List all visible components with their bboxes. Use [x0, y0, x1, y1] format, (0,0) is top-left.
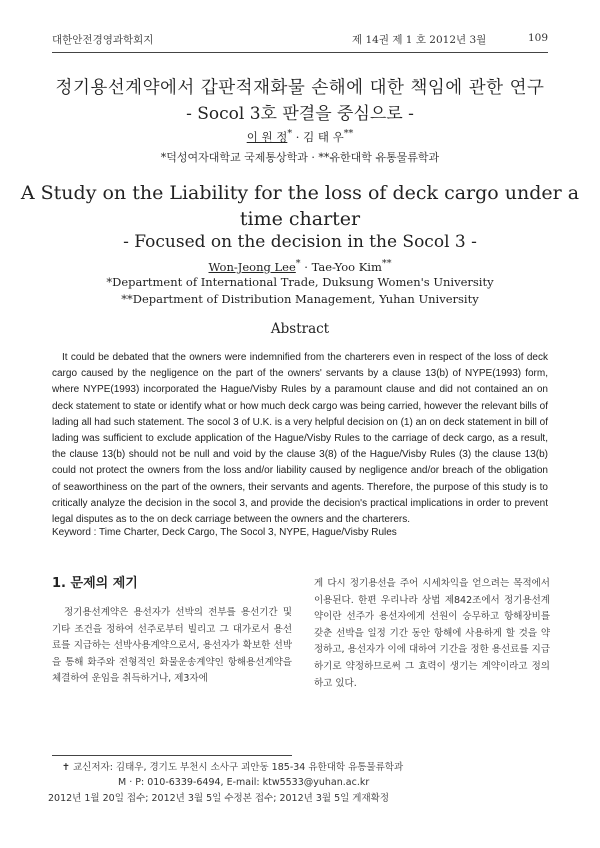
korean-author-second: 김 태 우	[303, 129, 344, 144]
korean-affiliations: *덕성여자대학교 국제통상학과 · **유한대학 유통물류학과	[160, 151, 440, 164]
english-authors	[0, 258, 600, 274]
english-title-line1: A Study on the Liability for the loss of deck cargo under a	[20, 182, 580, 204]
footnote-divider	[52, 755, 292, 756]
running-header	[52, 32, 548, 47]
issue-info: 제 14권 제 1 호 2012년 3월	[352, 34, 487, 46]
english-author-second: Tae-Yoo Kim	[311, 259, 382, 274]
korean-authors	[0, 128, 600, 145]
english-author-first: Won-Jeong Lee	[208, 259, 296, 274]
footnote-contact: M · P: 010-6339-6494, E-mail: ktw5533@yuhan.ac.kr	[118, 777, 370, 789]
keywords: Keyword : Time Charter, Deck Cargo, The Socol 3, NYPE, Hague/Visby Rules	[52, 527, 397, 538]
header-divider	[52, 52, 548, 53]
footnote	[48, 760, 560, 806]
english-author-second-mark: **	[381, 258, 392, 269]
english-author-separator: ·	[300, 259, 312, 274]
korean-title: 정기용선계약에서 갑판적재화물 손해에 대한 책임에 관한 연구	[55, 78, 545, 98]
right-column	[314, 576, 550, 692]
korean-author-separator: ·	[292, 129, 304, 144]
korean-author-first: 이 원 정	[246, 129, 288, 144]
body-paragraph-right: 게 다시 정기용선을 주어 시세차익을 얻으려는 목적에서 이용된다. 한편 우리나라 상법 제842조에서 정기용선계약이란 선주가 용선자에게 선원이 승무하고 항해장비를 갖춘 선박을 일정 기간 동안 항해에 사용하게 할 것을 약정하고, 용선자가 이에 대하여 기간을 정한 용선료를 지급하기로 약정하므로써 그 효력이 생기는 계약이라고 정의하고 있다.	[314, 578, 550, 689]
english-title	[0, 180, 600, 232]
footnote-correspondence: ✝ 교신저자: 김태우, 경기도 부천시 소사구 괴안동 185-34 유한대학 유통물류학과	[62, 762, 404, 773]
left-column	[52, 572, 292, 688]
page-number: 109	[527, 32, 548, 44]
footnote-dates: 2012년 1월 20일 접수; 2012년 3월 5일 수정본 접수; 2012년 3월 5일 게재확정	[48, 792, 390, 804]
english-author-first-mark: *	[295, 258, 301, 269]
abstract-body: It could be debated that the owners were indemnified from the charterers even in respect of the loss of deck cargo caused by the negligence on the part of the owners' servants by a clause 13(b) of NYPE(1993) form, where NYPE(1993) incorporated the Hague/Visby Rules by a paramount clause and did not contained an on deck statement to state or identify what or how much deck cargo was being carried, however the relevant bills of lading all had such statement. The socol 3 of U.K. is a very helpful decision on (1) an on deck statement in bill of lading was sufficient to exclude application of the Hague/Visby Rules to the carriage of deck cargo, as a result, the clause 13(b) should not be null and void by the clause 3(8) of the Hague/Visby Rules (3) the clause 13(b) could not protect the owners from the loss and/or liability caused by negligence and/or breach of the obligation of seaworthiness on the part of the owners, their servants and agents. Therefore, the purpose of this study is to critically analyze the decision in the socol 3, and provide the decision's practical implications in order to prevent legal disputes as to the on deck carriage between the owners and the charterers.	[52, 352, 548, 526]
korean-author-first-mark: *	[287, 128, 293, 139]
journal-name: 대한안전경영과학회지	[52, 34, 154, 46]
abstract-heading: Abstract	[270, 321, 330, 337]
body-paragraph-left: 정기용선계약은 용선자가 선박의 전부를 용선기간 및 기타 조건을 정하여 선주로부터 빌리고 그 대가로서 용선료를 지급하는 선박사용계약으로서, 용선자가 확보한 선박을 통해 화주와 전형적인 화물운송계약인 항해용선계약을 체결하여 운임을 취득하거나, 제3자에	[52, 607, 292, 685]
english-title-line2: time charter	[239, 208, 361, 230]
korean-subtitle: - Socol 3호 판결을 중심으로 -	[186, 104, 414, 124]
section-title: 1. 문제의 제기	[52, 576, 138, 591]
english-affiliation-1: *Department of International Trade, Duksung Women's University	[106, 275, 494, 289]
korean-author-second-mark: **	[343, 128, 354, 139]
english-subtitle: - Focused on the decision in the Socol 3 -	[123, 232, 477, 252]
english-affiliation-2: **Department of Distribution Management, Yuhan University	[121, 292, 479, 306]
